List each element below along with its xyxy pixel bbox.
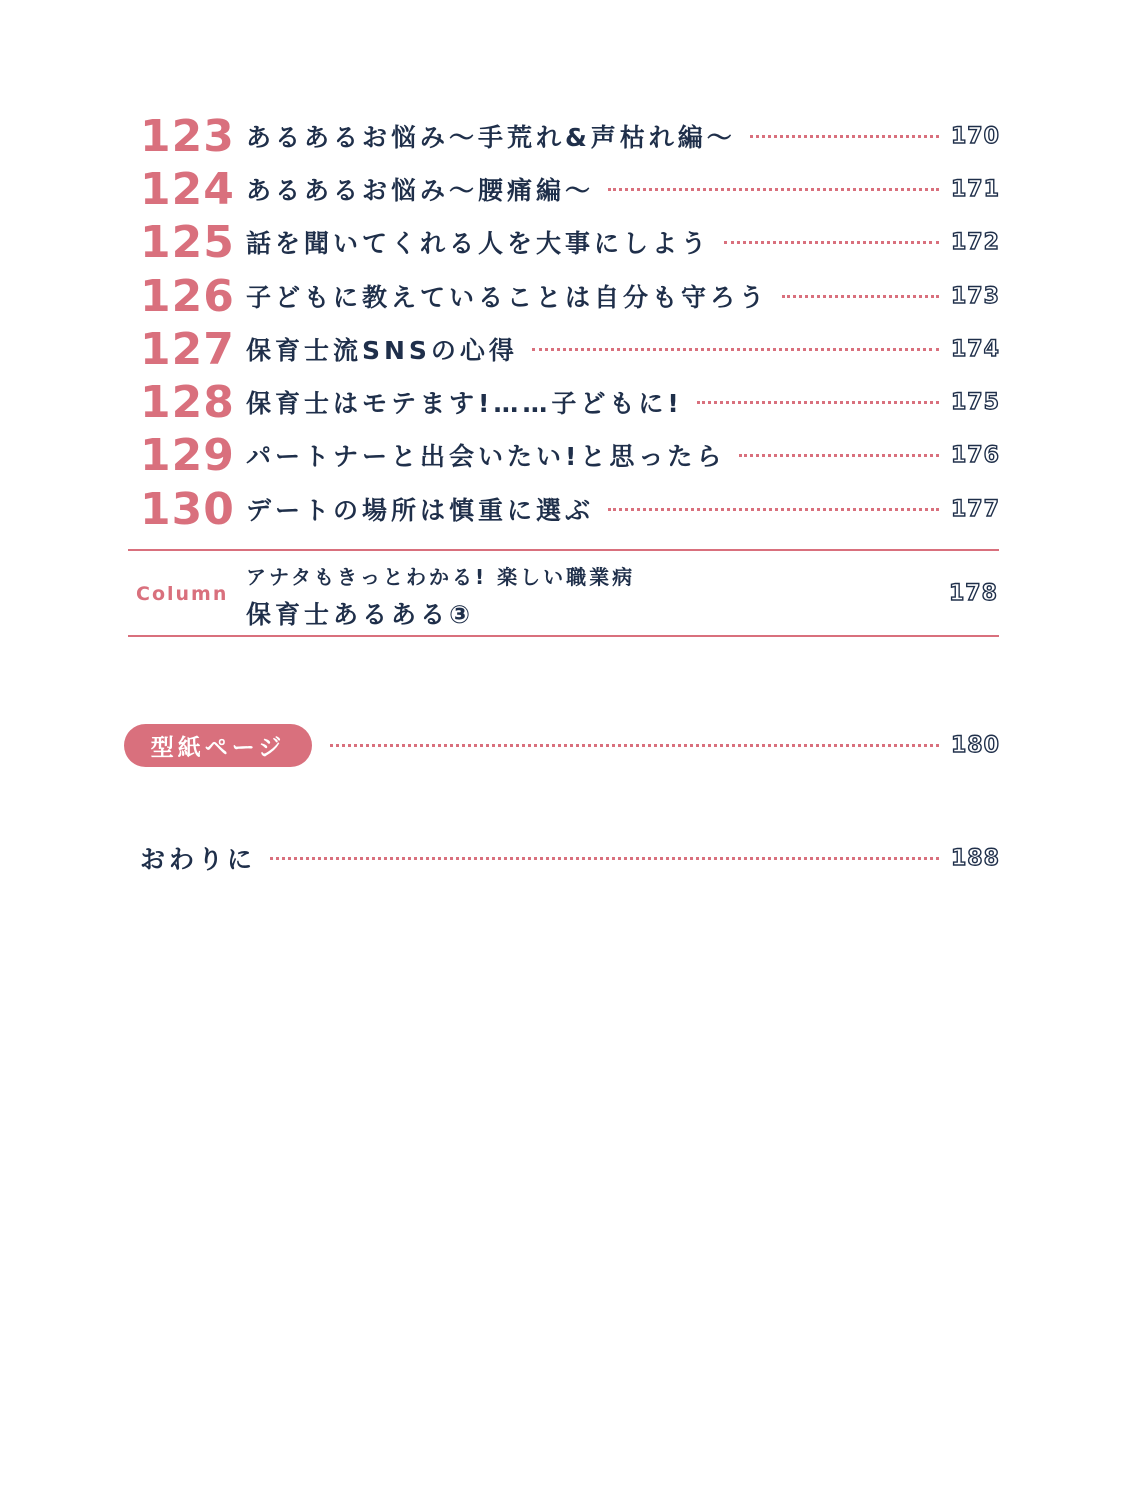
toc-entry[interactable] (140, 323, 1000, 375)
page-number: 176 (951, 442, 1000, 468)
chapter-number: 123 (140, 110, 235, 162)
column-label: Column (136, 583, 229, 605)
chapter-title: 保育士流SNSの心得 (246, 336, 518, 365)
page-number: 178 (949, 581, 998, 606)
afterword-title: おわりに (140, 845, 257, 874)
chapter-title: あるあるお悩み〜手荒れ&声枯れ編〜 (246, 123, 736, 152)
page-number: 180 (951, 732, 1000, 758)
leader-dots (270, 857, 939, 860)
toc-entry[interactable] (140, 110, 1000, 162)
chapter-title: 話を聞いてくれる人を大事にしよう (246, 229, 711, 258)
page-number: 172 (951, 229, 1000, 255)
page-number: 177 (951, 496, 1000, 522)
afterword-entry[interactable] (140, 836, 1000, 880)
toc-entry[interactable] (140, 163, 1000, 215)
pattern-pages-entry[interactable] (124, 723, 1000, 767)
leader-dots (697, 401, 939, 404)
page-number: 188 (951, 845, 1000, 871)
chapter-title: あるあるお悩み〜腰痛編〜 (246, 176, 595, 205)
leader-dots (532, 348, 939, 351)
column-title: 保育士あるある③ (246, 600, 475, 629)
chapter-title: デートの場所は慎重に選ぶ (246, 496, 595, 525)
page-number: 174 (951, 336, 1000, 362)
toc-entry[interactable] (140, 429, 1000, 481)
leader-dots (782, 295, 939, 298)
page-number: 173 (951, 283, 1000, 309)
chapter-number: 127 (140, 323, 235, 375)
chapter-number: 126 (140, 270, 235, 322)
chapter-title: パートナーと出会いたい!と思ったら (246, 442, 726, 471)
chapter-title: 保育士はモテます!……子どもに! (246, 389, 683, 418)
chapter-number: 124 (140, 163, 235, 215)
chapter-title: 子どもに教えていることは自分も守ろう (246, 283, 769, 312)
leader-dots (724, 241, 939, 244)
toc-entry[interactable] (140, 216, 1000, 268)
leader-dots (739, 454, 939, 457)
chapter-number: 129 (140, 429, 235, 481)
leader-dots (608, 188, 939, 191)
leader-dots (608, 508, 939, 511)
column-entry[interactable] (128, 549, 999, 637)
chapter-number: 130 (140, 483, 235, 535)
column-subtitle: アナタもきっとわかる! 楽しい職業病 (246, 565, 636, 589)
chapter-number: 128 (140, 376, 235, 428)
toc-entry[interactable] (140, 376, 1000, 428)
page-number: 171 (951, 176, 1000, 202)
leader-dots (330, 744, 939, 747)
chapter-number: 125 (140, 216, 235, 268)
toc-entry[interactable] (140, 483, 1000, 535)
toc-entry[interactable] (140, 270, 1000, 322)
page-number: 175 (951, 389, 1000, 415)
pattern-pages-badge: 型紙ページ (124, 724, 312, 767)
page-number: 170 (951, 123, 1000, 149)
leader-dots (750, 135, 939, 138)
